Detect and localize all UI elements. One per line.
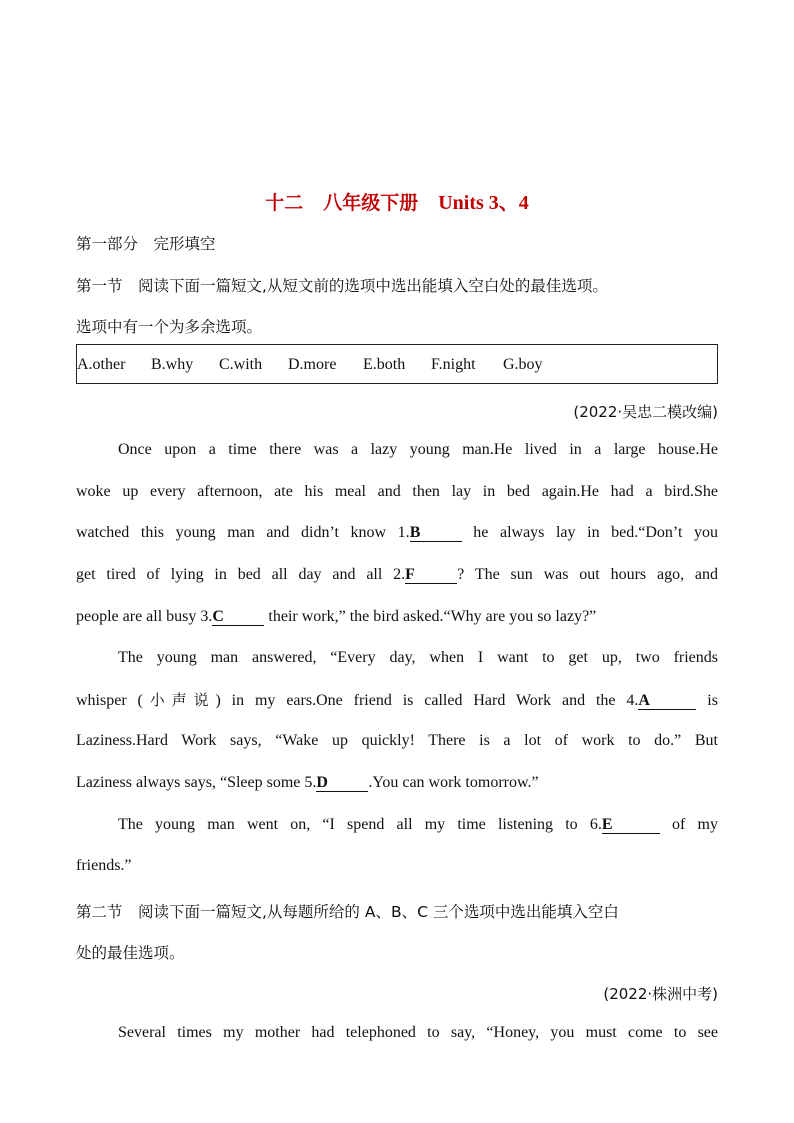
page-title: [0, 186, 794, 215]
section1-instruction-2: 选项中有一个为多余选项。: [76, 318, 263, 336]
answer-blank-5: D: [316, 775, 368, 792]
title-grade: 八年级下册: [323, 192, 419, 214]
passage-line-1: Once upon a time there was a lazy young man.He lived in a large house.He: [118, 441, 718, 458]
option-c: C.with: [219, 356, 263, 373]
section2-instruction-1: 第二节 阅读下面一篇短文,从每题所给的 A、B、C 三个选项中选出能填入空白: [76, 903, 619, 921]
options-box: [76, 344, 718, 384]
passage-line-8: Laziness.Hard Work says, “Wake up quickly! There is a lot of work to do.” But: [76, 732, 718, 749]
section1-source: (2022·吴忠二模改编): [573, 403, 718, 421]
answer-blank-2: F: [405, 567, 457, 584]
answer-blank-1: B: [410, 525, 462, 542]
passage-line-4: get tired of lying in bed all day and all 2.F ? The sun was out hours ago, and: [76, 566, 719, 583]
passage-line-9: Laziness always says, “Sleep some 5.D .You can work tomorrow.”: [76, 774, 539, 791]
passage-line-6: The young man answered, “Every day, when I want to get up, two friends: [118, 649, 718, 666]
answer-blank-6: E: [602, 817, 660, 834]
passage-line-7: whisper (小声说) in my ears.One friend is called Hard Work and the 4.A is: [76, 691, 718, 709]
option-g: G.boy: [503, 356, 543, 373]
passage-line-10: The young man went on, “I spend all my time listening to 6.E of my: [118, 816, 718, 833]
answer-blank-4: A: [638, 693, 696, 710]
part-heading: 第一部分 完形填空: [76, 235, 216, 253]
option-f: F.night: [431, 356, 476, 373]
passage-line-2: woke up every afternoon, ate his meal and then lay in bed again.He had a bird.She: [76, 483, 718, 500]
passage-line-3: watched this young man and didn’t know 1.B he always lay in bed.“Don’t you: [76, 524, 718, 541]
passage-line-11: friends.”: [76, 857, 132, 874]
passage-line-5: people are all busy 3.C their work,” the bird asked.“Why are you so lazy?”: [76, 608, 597, 625]
option-b: B.why: [151, 356, 194, 373]
option-a: A.other: [77, 356, 126, 373]
section2-source: (2022·株洲中考): [603, 985, 718, 1003]
section2-instruction-2: 处的最佳选项。: [76, 944, 185, 962]
option-e: E.both: [363, 356, 406, 373]
section2-passage-line-1: Several times my mother had telephoned to say, “Honey, you must come to see: [118, 1024, 718, 1041]
answer-blank-3: C: [212, 609, 264, 626]
title-number: 十二: [265, 192, 304, 214]
title-units: Units 3、4: [438, 192, 529, 214]
option-d: D.more: [288, 356, 337, 373]
section1-instruction-1: 第一节 阅读下面一篇短文,从短文前的选项中选出能填入空白处的最佳选项。: [76, 277, 608, 295]
